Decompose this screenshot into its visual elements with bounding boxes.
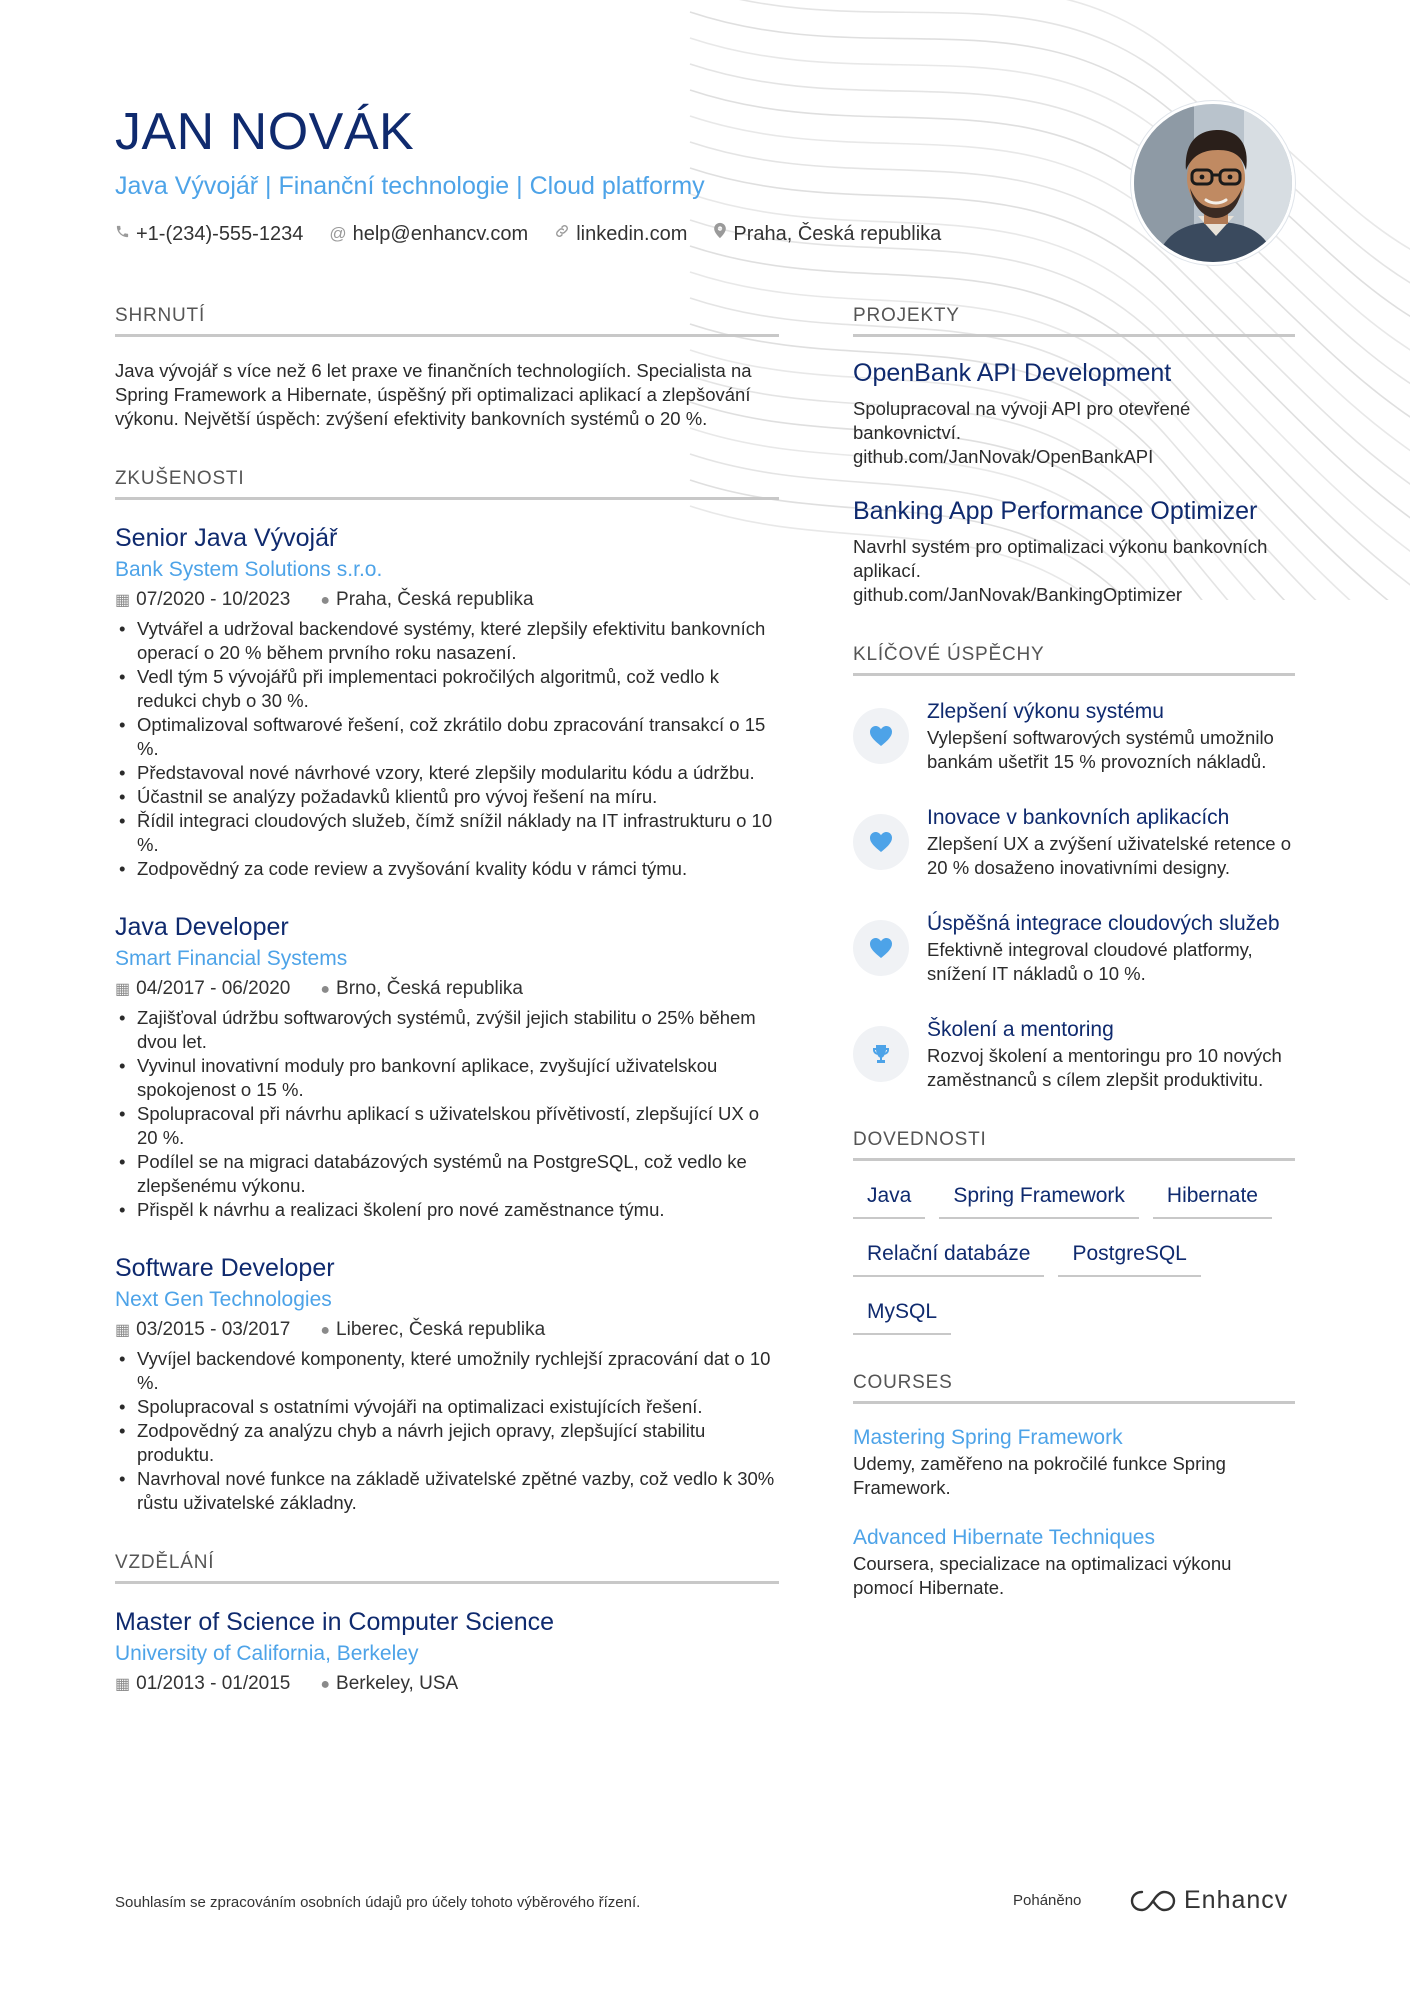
list-item: • Zajišťoval údržbu softwarových systémů, zvýšil jejich stabilitu o 25% během dvou let. [115, 1006, 779, 1054]
education-dates-text: 01/2013 - 01/2015 [136, 1673, 291, 1694]
education-location-text: Berkeley, USA [336, 1673, 459, 1694]
profile-photo [1131, 101, 1295, 265]
job-bullets [115, 1006, 779, 1222]
list-item: • Zodpovědný za code review a zvyšování kvality kódu v rámci týmu. [115, 857, 779, 881]
location-icon: ● [320, 592, 331, 609]
project-description: Spolupracoval na vývoji API pro otevřené bankovnictví. [853, 398, 1191, 443]
experience-section [115, 467, 779, 1515]
skill-tag: PostgreSQL [1058, 1239, 1200, 1277]
project-entry [853, 495, 1295, 607]
skill-tag: Relační databáze [853, 1239, 1044, 1277]
job-location [320, 976, 523, 1002]
calendar-icon: ▦ [115, 981, 131, 998]
calendar-icon: ▦ [115, 592, 131, 609]
list-item: • Vyvinul inovativní moduly pro bankovní aplikace, zvyšující uživatelskou spokojenost o 15 %. [115, 1054, 779, 1102]
company-name: Smart Financial Systems [115, 947, 348, 970]
achievement-description: Vylepšení softwarových systémů umožnilo bankám ušetřit 15 % provozních nákladů. [927, 727, 1274, 772]
location-icon: ● [320, 1322, 331, 1339]
experience-entry [115, 522, 779, 881]
avatar-illustration [1134, 104, 1295, 265]
contact-phone-text: +1-(234)-555-1234 [136, 223, 304, 245]
page-footer [115, 1884, 1295, 1924]
location-icon: ● [320, 981, 331, 998]
job-meta [115, 587, 779, 613]
job-dates-text: 07/2020 - 10/2023 [136, 589, 291, 610]
achievement-title: Inovace v bankovních aplikacích [927, 806, 1230, 829]
infinity-logo-icon [1130, 1888, 1176, 1914]
skill-tag: Java [853, 1181, 925, 1219]
trophy-icon [853, 1026, 909, 1082]
job-title: Java Developer [115, 913, 289, 941]
achievement-content [927, 698, 1295, 774]
degree-title: Master of Science in Computer Science [115, 1608, 555, 1636]
achievement-entry [853, 698, 1295, 774]
education-location [320, 1671, 458, 1697]
contact-email-text: help@enhancv.com [352, 223, 529, 245]
course-title: Advanced Hibernate Techniques [853, 1526, 1155, 1549]
skills-list [853, 1181, 1295, 1335]
project-description: Navrhl systém pro optimalizaci výkonu bankovních aplikací. [853, 536, 1268, 581]
education-dates [115, 1671, 290, 1697]
location-icon: ● [320, 1676, 331, 1693]
contact-location [713, 220, 941, 248]
job-dates [115, 976, 290, 1002]
achievement-description: Efektivně integroval cloudové platformy, snížení IT nákladů o 10 %. [927, 939, 1253, 984]
job-bullets [115, 617, 779, 881]
achievement-title: Školení a mentoring [927, 1018, 1114, 1041]
job-title: Senior Java Vývojář [115, 524, 338, 552]
job-title: Software Developer [115, 1254, 335, 1282]
contact-email[interactable] [329, 220, 528, 248]
job-meta [115, 1317, 779, 1343]
experience-entry [115, 911, 779, 1222]
course-title: Mastering Spring Framework [853, 1426, 1123, 1449]
course-entry [853, 1424, 1295, 1500]
heart-icon [853, 920, 909, 976]
summary-section [115, 304, 779, 431]
course-description: Udemy, zaměřeno na pokročilé funkce Spring Framework. [853, 1453, 1226, 1498]
skill-tag: Spring Framework [939, 1181, 1139, 1219]
right-column [853, 304, 1295, 1636]
achievement-entry [853, 910, 1295, 986]
summary-text: Java vývojář s více než 6 let praxe ve finančních technologiích. Specialista na Spring Framework a Hibernate, úspěšný při optimalizaci aplikací a zlepšování výkonu. Největší úspěch: zvýšení efektivity bankovních systémů o 20 %. [115, 360, 752, 429]
job-meta [115, 976, 779, 1002]
achievement-description: Rozvoj školení a mentoringu pro 10 nových zaměstnanců s cílem zlepšit produktivitu. [927, 1045, 1282, 1090]
heart-icon [853, 814, 909, 870]
project-title: OpenBank API Development [853, 359, 1172, 387]
job-location-text: Liberec, Česká republika [336, 1319, 546, 1340]
list-item: • Vyvíjel backendové komponenty, které umožnily rychlejší zpracování dat o 10 %. [115, 1347, 779, 1395]
list-item: • Spolupracoval s ostatními vývojáři na optimalizaci existujících řešení. [115, 1395, 779, 1419]
achievements-section [853, 643, 1295, 1092]
at-icon: @ [329, 224, 347, 243]
projects-heading: PROJEKTY [853, 304, 1295, 337]
list-item: • Účastnil se analýzy požadavků klientů pro vývoj řešení na míru. [115, 785, 779, 809]
projects-section [853, 304, 1295, 607]
summary-heading: SHRNUTÍ [115, 304, 779, 337]
achievement-content [927, 1016, 1295, 1092]
candidate-headline: Java Vývojář | Finanční technologie | Cloud platformy [115, 172, 705, 200]
job-location [320, 587, 533, 613]
list-item: • Řídil integraci cloudových služeb, čímž snížil náklady na IT infrastrukturu o 10 %. [115, 809, 779, 857]
job-dates [115, 1317, 290, 1343]
list-item: • Navrhoval nové funkce na základě uživatelské zpětné vazby, což vedlo k 30% růstu uživatelské základny. [115, 1467, 779, 1515]
resume-header [115, 102, 1015, 248]
job-location-text: Brno, Česká republika [336, 978, 523, 999]
job-location-text: Praha, Česká republika [336, 589, 534, 610]
project-entry [853, 357, 1295, 469]
phone-icon [115, 220, 130, 248]
education-meta [115, 1671, 779, 1697]
powered-by-label: Poháněno [1013, 1892, 1082, 1909]
achievements-heading: KLÍČOVÉ ÚSPĚCHY [853, 643, 1295, 676]
contact-linkedin[interactable] [554, 220, 687, 248]
heart-icon [853, 708, 909, 764]
education-heading: VZDĚLÁNÍ [115, 1551, 779, 1584]
list-item: • Podílel se na migraci databázových systémů na PostgreSQL, což vedlo ke zlepšenému výkonu. [115, 1150, 779, 1198]
contact-phone[interactable] [115, 220, 303, 248]
achievement-content [927, 910, 1295, 986]
achievement-entry [853, 1016, 1295, 1092]
list-item: • Přispěl k návrhu a realizaci školení pro nové zaměstnance týmu. [115, 1198, 779, 1222]
skills-heading: DOVEDNOSTI [853, 1128, 1295, 1161]
course-entry [853, 1524, 1295, 1600]
job-dates-text: 03/2015 - 03/2017 [136, 1319, 291, 1340]
achievement-title: Úspěšná integrace cloudových služeb [927, 912, 1280, 935]
list-item: • Zodpovědný za analýzu chyb a návrh jejich opravy, zlepšující stabilitu produktu. [115, 1419, 779, 1467]
project-link[interactable]: github.com/JanNovak/BankingOptimizer [853, 584, 1183, 605]
experience-entry [115, 1252, 779, 1515]
candidate-name: JAN NOVÁK [115, 103, 415, 161]
experience-heading: ZKUŠENOSTI [115, 467, 779, 500]
job-dates-text: 04/2017 - 06/2020 [136, 978, 291, 999]
left-column [115, 304, 779, 1733]
project-title: Banking App Performance Optimizer [853, 497, 1258, 525]
skill-tag: MySQL [853, 1297, 951, 1335]
skills-section [853, 1128, 1295, 1335]
brand-name: Enhancv [1184, 1886, 1289, 1914]
job-bullets [115, 1347, 779, 1515]
consent-text: Souhlasím se zpracováním osobních údajů pro účely tohoto výběrového řízení. [115, 1894, 641, 1911]
project-link[interactable]: github.com/JanNovak/OpenBankAPI [853, 446, 1154, 467]
location-icon [713, 220, 727, 248]
courses-section [853, 1371, 1295, 1600]
job-location [320, 1317, 545, 1343]
link-icon [554, 220, 570, 248]
achievement-title: Zlepšení výkonu systému [927, 700, 1164, 723]
contact-linkedin-text: linkedin.com [576, 223, 688, 245]
list-item: • Vedl tým 5 vývojářů při implementaci pokročilých algoritmů, což vedlo k redukci chyb o 30 %. [115, 665, 779, 713]
list-item: • Vytvářel a udržoval backendové systémy, které zlepšily efektivitu bankovních operací o 20 % během prvního roku nasazení. [115, 617, 779, 665]
enhancv-logo[interactable] [1130, 1886, 1288, 1915]
school-name: University of California, Berkeley [115, 1642, 419, 1665]
company-name: Bank System Solutions s.r.o. [115, 558, 383, 581]
courses-heading: COURSES [853, 1371, 1295, 1404]
job-dates [115, 587, 290, 613]
achievement-entry [853, 804, 1295, 880]
list-item: • Představoval nové návrhové vzory, které zlepšily modularitu kódu a údržbu. [115, 761, 779, 785]
achievement-description: Zlepšení UX a zvýšení uživatelské retence o 20 % dosaženo inovativními designy. [927, 833, 1292, 878]
achievement-content [927, 804, 1295, 880]
calendar-icon: ▦ [115, 1322, 131, 1339]
contact-location-text: Praha, Česká republika [733, 223, 942, 245]
calendar-icon: ▦ [115, 1676, 131, 1693]
course-description: Coursera, specializace na optimalizaci výkonu pomocí Hibernate. [853, 1553, 1232, 1598]
education-entry [115, 1606, 779, 1697]
skill-tag: Hibernate [1153, 1181, 1272, 1219]
company-name: Next Gen Technologies [115, 1288, 332, 1311]
education-section [115, 1551, 779, 1697]
list-item: • Optimalizoval softwarové řešení, což zkrátilo dobu zpracování transakcí o 15 %. [115, 713, 779, 761]
list-item: • Spolupracoval při návrhu aplikací s uživatelskou přívětivostí, zlepšující UX o 20 %. [115, 1102, 779, 1150]
contact-list [115, 220, 1015, 248]
